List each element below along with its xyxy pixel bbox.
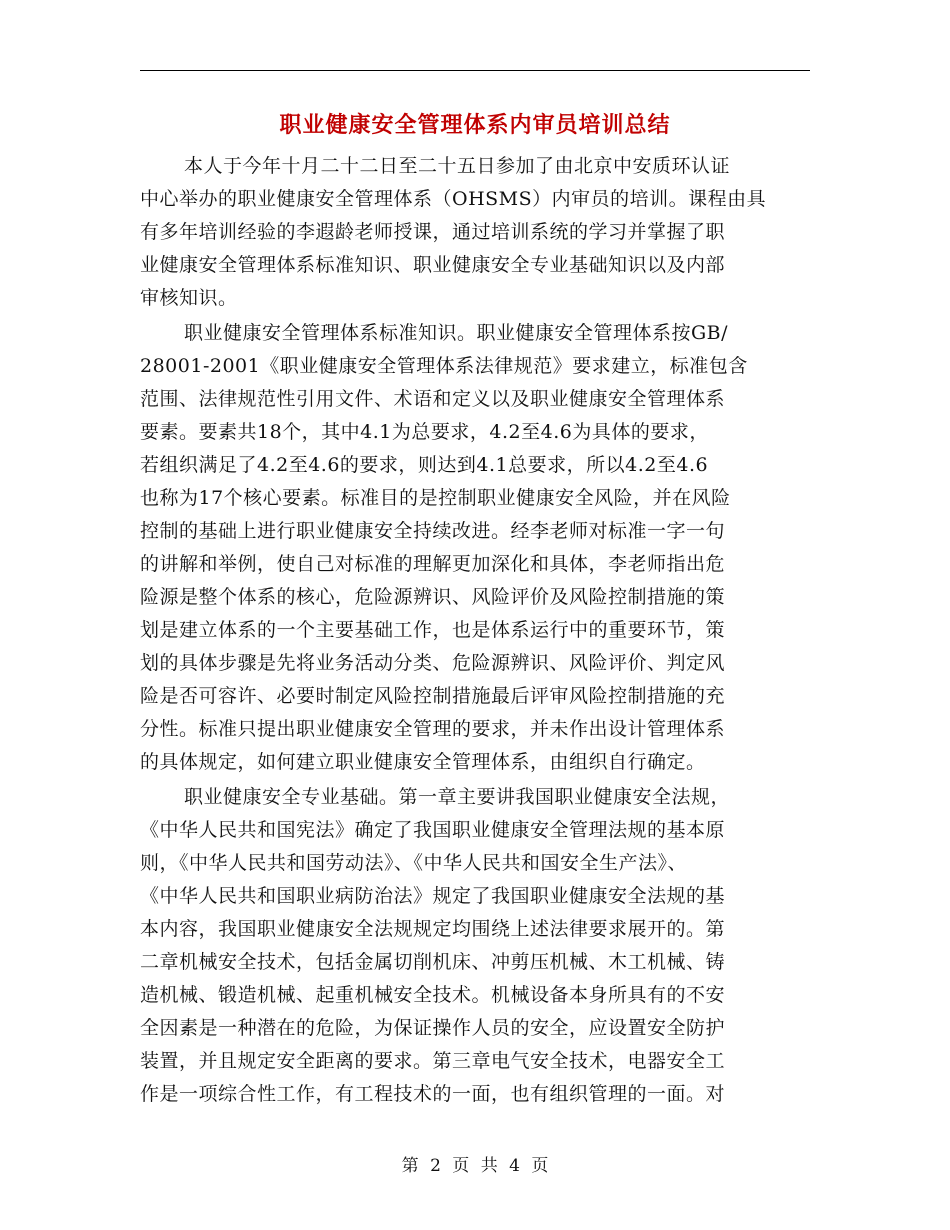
- text-line: 控制的基础上进行职业健康安全持续改进。经李老师对标准一字一句: [140, 520, 726, 542]
- text-line: 的讲解和举例，使自己对标准的理解更加深化和具体，李老师指出危: [140, 553, 726, 575]
- text-line: 范围、法律规范性引用文件、术语和定义以及职业健康安全管理体系: [140, 388, 726, 410]
- text-line: 职业健康安全管理体系标准知识。职业健康安全管理体系按GB/: [184, 322, 729, 344]
- text-line: 《中华人民共和国宪法》确定了我国职业健康安全管理法规的基本原: [140, 819, 726, 841]
- text-line: 造机械、锻造机械、起重机械安全技术。机械设备本身所具有的不安: [140, 984, 726, 1006]
- text-line: 划是建立体系的一个主要基础工作，也是体系运行中的重要环节，策: [140, 619, 726, 641]
- text-line: 也称为17个核心要素。标准目的是控制职业健康安全风险，并在风险: [140, 487, 731, 509]
- text-line: 险源是整个体系的核心，危险源辨识、风险评价及风险控制措施的策: [140, 586, 726, 608]
- document-title: 职业健康安全管理体系内审员培训总结: [279, 112, 671, 138]
- text-line: 险是否可容许、必要时制定风险控制措施最后评审风险控制措施的充: [140, 685, 726, 707]
- text-line: 28001-2001《职业健康安全管理体系法律规范》要求建立，标准包含: [140, 355, 748, 377]
- paragraph-2: [140, 317, 810, 779]
- paragraph-1: [140, 150, 810, 315]
- text-line: 职业健康安全专业基础。第一章主要讲我国职业健康安全法规，: [184, 786, 731, 808]
- text-line: 的具体规定，如何建立职业健康安全管理体系，由组织自行确定。: [140, 751, 706, 773]
- text-line: 本人于今年十月二十二日至二十五日参加了由北京中安质环认证: [184, 155, 731, 177]
- text-line: 本内容，我国职业健康安全法规规定均围绕上述法律要求展开的。第: [140, 918, 726, 940]
- text-line: 装置，并且规定安全距离的要求。第三章电气安全技术，电器安全工: [140, 1050, 726, 1072]
- page-number-footer: 第 2 页 共 4 页: [401, 1156, 549, 1176]
- text-line: 要素。要素共18个，其中4.1为总要求，4.2至4.6为具体的要求，: [140, 421, 709, 443]
- text-line: 二章机械安全技术，包括金属切削机床、冲剪压机械、木工机械、铸: [140, 951, 726, 973]
- text-line: 有多年培训经验的李遐龄老师授课，通过培训系统的学习并掌握了职: [140, 221, 726, 243]
- paragraph-3: [140, 781, 810, 1111]
- text-line: 全因素是一种潜在的危险，为保证操作人员的安全，应设置安全防护: [140, 1017, 726, 1039]
- text-line: 划的具体步骤是先将业务活动分类、危险源辨识、风险评价、判定风: [140, 652, 726, 674]
- text-line: 《中华人民共和国职业病防治法》规定了我国职业健康安全法规的基: [140, 885, 726, 907]
- document-body: [140, 150, 810, 1111]
- text-line: 中心举办的职业健康安全管理体系（OHSMS）内审员的培训。课程由具: [140, 188, 767, 210]
- text-line: 作是一项综合性工作，有工程技术的一面，也有组织管理的一面。对: [140, 1083, 726, 1105]
- text-line: 审核知识。: [140, 287, 238, 309]
- text-line: 业健康安全管理体系标准知识、职业健康安全专业基础知识以及内部: [140, 254, 726, 276]
- header-rule: [140, 70, 810, 71]
- text-line: 分性。标准只提出职业健康安全管理的要求，并未作出设计管理体系: [140, 718, 726, 740]
- text-line: 若组织满足了4.2至4.6的要求，则达到4.1总要求，所以4.2至4.6: [140, 454, 709, 476]
- text-line: 则，《中华人民共和国劳动法》、《中华人民共和国安全生产法》、: [140, 852, 688, 874]
